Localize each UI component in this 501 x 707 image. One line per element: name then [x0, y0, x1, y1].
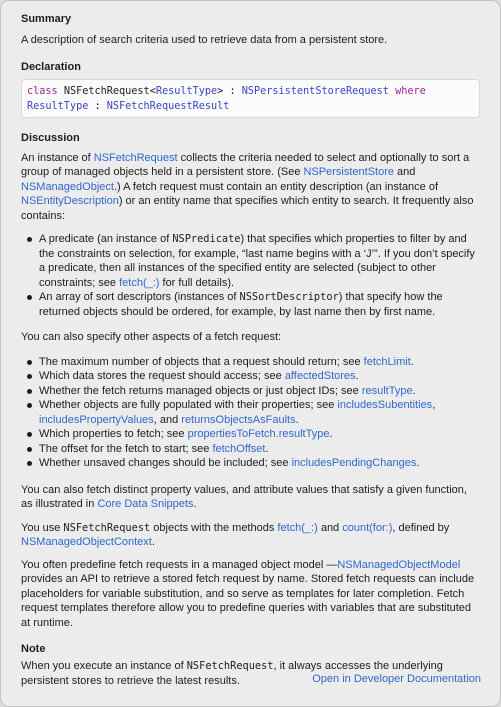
link-includespendingchanges[interactable]: includesPendingChanges	[291, 457, 417, 469]
code-nspredicate: NSPredicate	[172, 233, 241, 245]
text-run: An instance of	[21, 151, 94, 164]
open-in-developer-documentation-link[interactable]: Open in Developer Documentation	[312, 673, 481, 685]
usage-paragraph	[21, 521, 480, 550]
link-includespropertyvalues[interactable]: includesPropertyValues	[39, 413, 154, 426]
predefine-paragraph	[21, 558, 480, 631]
text-run: for full details).	[159, 276, 235, 289]
code-nsfetchrequest-note: NSFetchRequest	[186, 660, 274, 672]
summary-text: A description of search criteria used to retrieve data from a persistent store.	[21, 34, 388, 46]
link-nsfetchrequest[interactable]: NSFetchRequest	[93, 151, 178, 164]
list-item-pending-changes	[39, 456, 480, 471]
text-run: Which data stores the request should access; see	[39, 370, 285, 382]
link-affectedstores[interactable]: affectedStores	[284, 370, 356, 382]
discussion-heading: Discussion	[21, 131, 80, 144]
link-fetch[interactable]: fetch(_:)	[119, 276, 160, 289]
text-run: ) that specifies which properties to filter by and the constraints on selection, for example, “last name begins with a ‘J’”. If you don’t specify a predicate, then all instances of the specified entity are selected (subject to other constraints; see	[39, 233, 475, 289]
summary-heading: Summary	[21, 13, 72, 25]
text-run: When you execute an instance of	[21, 660, 187, 672]
text-run: You use	[21, 521, 64, 534]
list-item-fully-populated	[39, 398, 480, 427]
text-run: .	[412, 384, 416, 397]
text-run: .	[265, 442, 269, 455]
text-run: , defined by	[392, 521, 450, 534]
text-run: collects the criteria needed to select and optionally to sort a group of managed objects held in a persistent store. (See	[21, 151, 470, 178]
aspects-list	[21, 355, 480, 471]
text-run: .	[193, 498, 197, 510]
text-run: provides an API to retrieve a stored fetch request by name. Stored fetch requests can include placeholders for variable substitution, and so serve as templates for later completion. Fetch request templates therefore allow you to predefine queries with variables that are substituted at runtime.	[21, 573, 475, 629]
list-item-fetch-limit	[39, 355, 480, 370]
code-nsfetchrequest: NSFetchRequest	[63, 521, 151, 534]
discussion-intro	[21, 151, 480, 224]
keyword-where: where	[395, 85, 426, 97]
text-run: Which properties to fetch; see	[39, 428, 188, 440]
text-run: A predicate (an instance of	[39, 233, 173, 245]
aspects-intro: You can also specify other aspects of a fetch request:	[21, 331, 282, 343]
link-count-for[interactable]: count(for:)	[342, 521, 393, 534]
link-includessubentities[interactable]: includesSubentities	[337, 399, 433, 411]
list-item-affected-stores	[39, 369, 480, 384]
text-run: .	[295, 413, 299, 426]
list-item-result-type	[39, 384, 480, 399]
decl-gt-colon: > :	[217, 85, 242, 97]
code-nssortdescriptor: NSSortDescriptor	[239, 291, 339, 303]
link-nsentitydescription[interactable]: NSEntityDescription	[21, 195, 119, 207]
text-run: Whether objects are fully populated with their properties; see	[39, 399, 338, 411]
link-resulttype[interactable]: resultType	[361, 384, 413, 397]
quick-help-content	[1, 1, 500, 688]
decl-constraint[interactable]: NSFetchRequestResult	[106, 100, 230, 112]
decl-generic-param-2[interactable]: ResultType	[27, 100, 89, 112]
decl-superclass[interactable]: NSPersistentStoreRequest	[241, 85, 389, 97]
link-resulttype-2[interactable]: resultType	[278, 428, 330, 440]
text-run: .	[416, 457, 420, 469]
text-run: and	[394, 166, 416, 178]
text-run: .	[275, 428, 279, 440]
text-run: The maximum number of objects that a request should return; see	[39, 355, 364, 368]
text-run: Whether unsaved changes should be included; see	[39, 457, 292, 469]
link-nsmanagedobjectmodel[interactable]: NSManagedObjectModel	[337, 558, 461, 571]
decl-colon: :	[88, 100, 107, 112]
text-run: .) A fetch request must contain an entity description (an instance of	[113, 180, 439, 193]
declaration-heading: Declaration	[21, 60, 81, 73]
distinct-paragraph	[21, 483, 480, 512]
decl-generic-param[interactable]: ResultType	[155, 85, 218, 97]
text-run: .	[410, 355, 414, 368]
text-run: .	[329, 428, 333, 440]
text-run: An array of sort descriptors (instances of	[39, 291, 240, 303]
text-run: , it always accesses the underlying persistent stores to retrieve the latest results.	[21, 660, 443, 687]
contents-list	[21, 232, 480, 319]
keyword-class: class	[27, 85, 58, 97]
list-item-predicate	[39, 232, 480, 290]
text-run: and	[317, 521, 343, 534]
link-returnsobjectsasfaults[interactable]: returnsObjectsAsFaults	[181, 413, 296, 426]
link-nsmanagedobjectcontext[interactable]: NSManagedObjectContext	[21, 536, 152, 548]
text-run: You often predefine fetch requests in a managed object model —	[21, 558, 338, 571]
text-run: ) that specify how the returned objects should be ordered, for example, by last name then by first name.	[39, 291, 443, 318]
list-item-sort-descriptors	[39, 290, 480, 319]
link-fetchoffset[interactable]: fetchOffset	[212, 442, 266, 455]
text-run: ,	[432, 399, 436, 411]
note-heading: Note	[21, 643, 46, 655]
list-item-properties-to-fetch	[39, 427, 480, 442]
link-core-data-snippets[interactable]: Core Data Snippets	[97, 498, 194, 510]
decl-class-name: NSFetchRequest	[63, 85, 150, 97]
link-fetch-2[interactable]: fetch(_:)	[277, 521, 318, 534]
text-run: Whether the fetch returns managed objects or just object IDs; see	[39, 384, 362, 397]
text-run: objects with the methods	[150, 521, 278, 534]
declaration-code	[21, 79, 480, 118]
link-propertiestofetch[interactable]: propertiesToFetch	[187, 428, 276, 440]
text-run: You can also fetch distinct property values, and attribute values that satisfy a given function, as illustrated in	[21, 483, 467, 510]
text-run: .	[151, 536, 155, 548]
link-fetchlimit[interactable]: fetchLimit	[363, 355, 411, 368]
text-run: The offset for the fetch to start; see	[39, 442, 213, 455]
text-run: , and	[153, 413, 182, 426]
link-nspersistentstore[interactable]: NSPersistentStore	[303, 166, 394, 178]
list-item-fetch-offset	[39, 442, 480, 457]
text-run: .	[355, 370, 359, 382]
link-nsmanagedobject[interactable]: NSManagedObject	[21, 180, 114, 193]
decl-lt: <	[149, 85, 156, 97]
text-run: ) or an entity name that specifies which entity to search. It frequently also contains:	[21, 195, 474, 222]
